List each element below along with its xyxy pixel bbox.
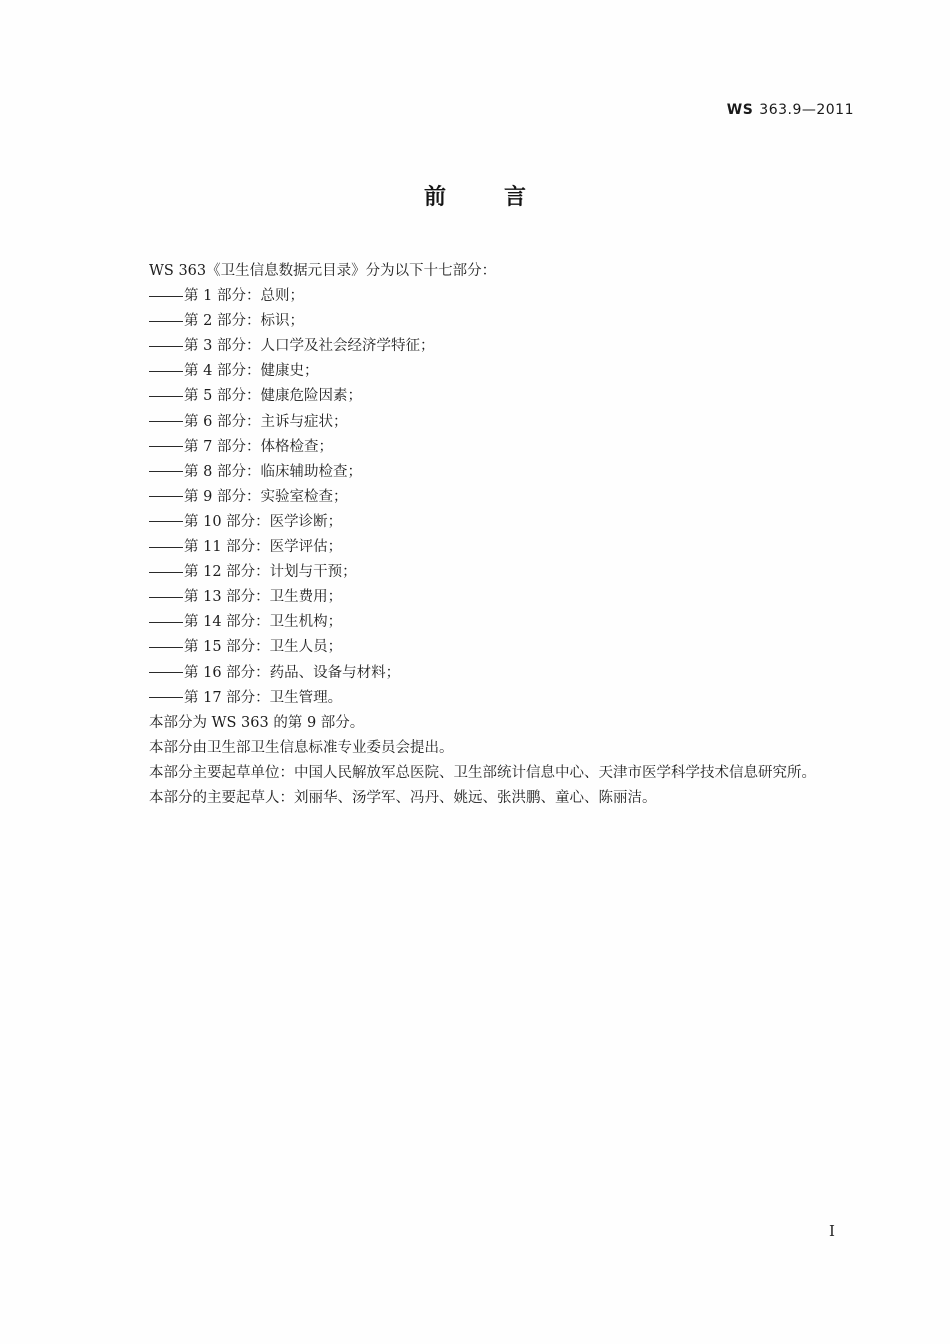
list-item [120, 635, 860, 660]
list-item [120, 384, 860, 409]
list-item [120, 535, 860, 560]
list-item [120, 485, 860, 510]
dash-mark [149, 521, 183, 522]
list-item [120, 560, 860, 585]
intro-paragraph: WS 363《卫生信息数据元目录》分为以下十七部分： [149, 263, 497, 279]
list-item-text: 第 7 部分：体格检查； [184, 438, 333, 455]
page-title: 前言 [423, 185, 584, 210]
part-of-statement: 本部分为 WS 363 的第 9 部分。 [149, 714, 365, 731]
list-item-text: 第 9 部分：实验室检查； [184, 488, 348, 505]
dash-mark [149, 296, 183, 297]
dash-mark [149, 622, 183, 623]
list-item-text: 第 13 部分：卫生费用； [184, 589, 343, 606]
dash-mark [149, 697, 183, 698]
list-item [120, 610, 860, 635]
proposed-by-statement: 本部分由卫生部卫生信息标准专业委员会提出。 [149, 739, 454, 756]
list-item-text: 第 15 部分：卫生人员； [184, 639, 343, 656]
list-item-text: 第 2 部分：标识； [184, 313, 304, 330]
dash-mark [149, 597, 183, 598]
standard-code: 363.9—2011 [759, 102, 854, 118]
standard-prefix: WS [726, 102, 754, 118]
list-item-text: 第 12 部分：计划与干预； [184, 564, 357, 581]
list-item [120, 334, 860, 359]
list-item [120, 435, 860, 460]
list-item-text: 第 1 部分：总则； [184, 288, 304, 305]
list-item-text: 第 11 部分：医学评估； [184, 539, 343, 556]
list-item [120, 309, 860, 334]
list-item-text: 第 3 部分：人口学及社会经济学特征； [184, 338, 435, 355]
dash-mark [149, 471, 183, 472]
list-item [120, 359, 860, 384]
list-item [120, 585, 860, 610]
list-item [120, 661, 860, 686]
dash-mark [149, 396, 183, 397]
parts-list [120, 284, 860, 711]
list-item-text: 第 16 部分：药品、设备与材料； [184, 664, 401, 681]
dash-mark [149, 421, 183, 422]
list-item-text: 第 5 部分：健康危险因素； [184, 388, 362, 405]
list-item [120, 460, 860, 485]
dash-mark [149, 496, 183, 497]
dash-mark [149, 647, 183, 648]
list-item [120, 510, 860, 535]
dash-mark [149, 346, 183, 347]
list-item-text: 第 6 部分：主诉与症状； [184, 413, 348, 430]
foreword-body [120, 259, 860, 811]
list-item [120, 284, 860, 309]
list-item-text: 第 4 部分：健康史； [184, 363, 319, 380]
page-number: I [829, 1222, 835, 1240]
list-item-text: 第 8 部分：临床辅助检查； [184, 463, 362, 480]
dash-mark [149, 321, 183, 322]
list-item-text: 第 10 部分：医学诊断； [184, 513, 343, 530]
dash-mark [149, 672, 183, 673]
dash-mark [149, 371, 183, 372]
list-item-text: 第 14 部分：卫生机构； [184, 614, 343, 631]
dash-mark [149, 547, 183, 548]
dash-mark [149, 572, 183, 573]
drafting-units-statement: 本部分主要起草单位：中国人民解放军总医院、卫生部统计信息中心、天津市医学科学技术信息研究所。 [149, 764, 816, 781]
dash-mark [149, 446, 183, 447]
list-item-text: 第 17 部分：卫生管理。 [184, 689, 343, 706]
list-item [120, 410, 860, 435]
drafters-statement: 本部分的主要起草人：刘丽华、汤学军、冯丹、姚远、张洪鹏、童心、陈丽洁。 [149, 789, 657, 806]
list-item [120, 686, 860, 711]
standard-number [727, 102, 854, 118]
